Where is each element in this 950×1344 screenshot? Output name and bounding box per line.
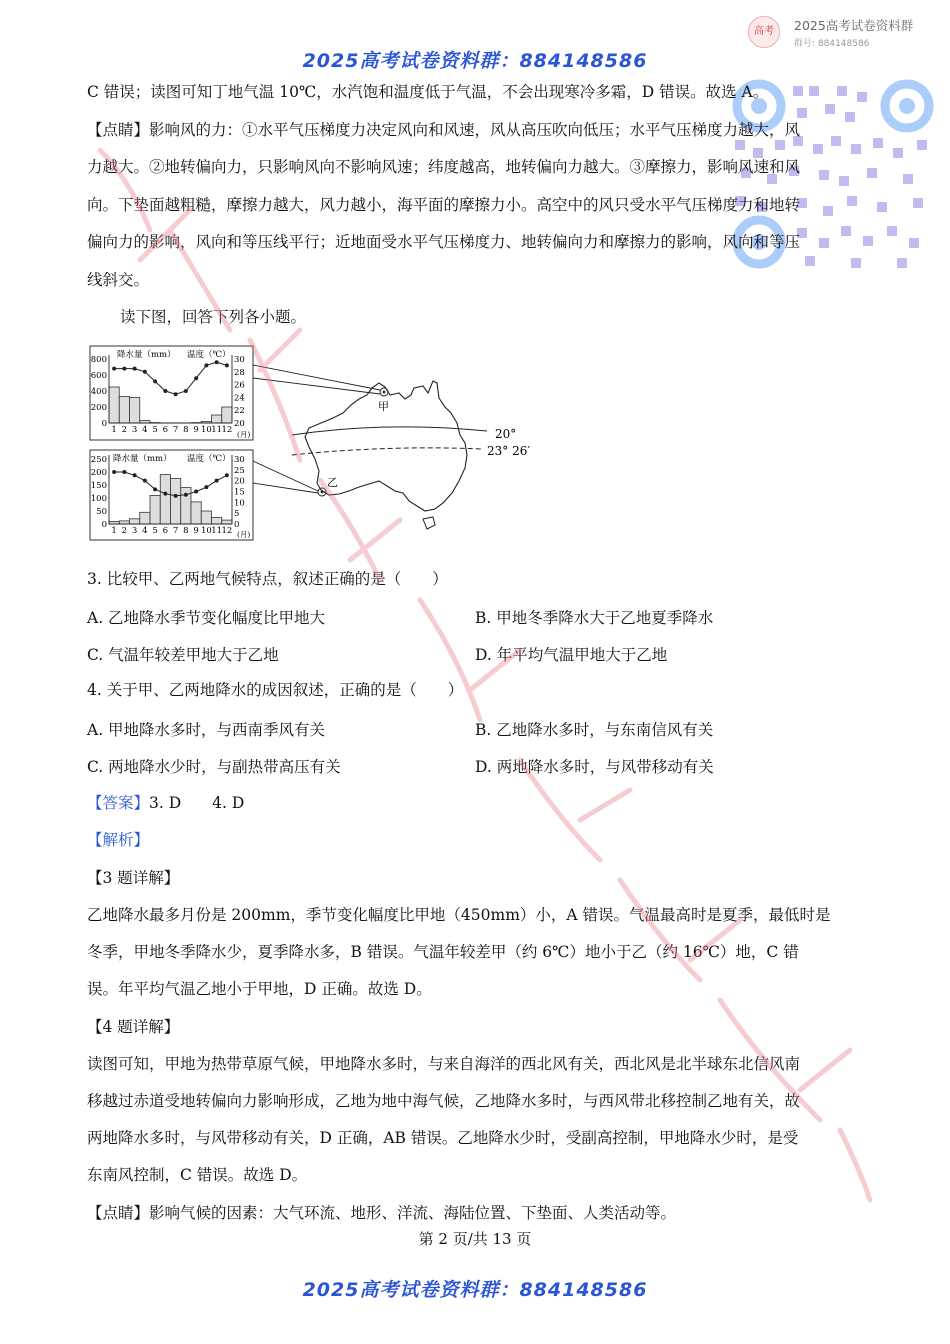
c2-prec-bar [150, 495, 160, 524]
c2-prec-bar [130, 519, 140, 524]
climate-figure [87, 343, 557, 543]
c2-left-tick: 150 [90, 481, 107, 491]
c1-month-label: 10 [200, 425, 212, 435]
c2-right-tick: 25 [234, 465, 245, 476]
badge-logo-icon: 高考 [748, 16, 780, 48]
c2-right-tick: 30 [234, 455, 245, 465]
detail4-tag: 【4 题详解】 [87, 1018, 180, 1036]
c1-right-tick: 20 [234, 419, 245, 429]
tip-paragraph-line-3: 向。下垫面越粗糙，摩擦力越大，风力越小，海平面的摩擦力小。高空中的风只受水平气压梯度力和地转 [87, 196, 801, 214]
detail4-line-4: 东南风控制，C 错误。故选 D。 [87, 1166, 308, 1184]
c2-temp-point [215, 479, 219, 483]
c2-month-label: 9 [193, 526, 199, 536]
q4-option-d[interactable]: D. 两地降水多时，与风带移动有关 [475, 758, 714, 776]
c1-temp-point [163, 389, 167, 393]
q4-option-c[interactable]: C. 两地降水少时，与副热带高压有关 [87, 758, 341, 776]
c2-month-label: 3 [131, 526, 138, 536]
tasmania-outline [423, 517, 435, 529]
c1-month-label: 12 [221, 425, 233, 435]
c2-temp-point [204, 485, 208, 489]
c2-prec-bar [160, 475, 170, 524]
detail4-line-3: 两地降水多时，与风带移动有关，D 正确，AB 错误。乙地降水少时，受副高控制，甲地降水少时，是受 [87, 1129, 799, 1147]
c2-temp-point [153, 487, 157, 491]
c2-temp-point [174, 494, 178, 498]
answer-text: 3. D 4. D [149, 794, 245, 812]
chart1-prec-label: 降水量（mm） [117, 350, 176, 360]
c1-month-label: 5 [152, 425, 158, 435]
tip-paragraph-line-4: 偏向力的影响，风向和等压线平行；近地面受水平气压梯度力、地转偏向力和摩擦力的影响，风向和等压 [87, 233, 801, 251]
answer-tag: 【答案】 [87, 794, 150, 812]
c2-prec-bar [119, 521, 129, 524]
analysis-tag: 【解析】 [87, 831, 150, 849]
detail3-line-2: 冬季，甲地冬季降水少，夏季降水多，B 错误。气温年较差甲（约 6℃）地小于乙（约 16℃）地，C 错 [87, 943, 799, 961]
q4-stem: 4. 关于甲、乙两地降水的成因叙述，正确的是（ ） [87, 681, 464, 699]
q3-option-b[interactable]: B. 甲地冬季降水大于乙地夏季降水 [475, 609, 714, 627]
c1-month-label: 8 [183, 425, 189, 435]
c2-prec-bar [222, 520, 232, 524]
c1-month-label: 6 [162, 425, 169, 435]
c1-prec-bar [222, 407, 232, 423]
c1-prec-bar [109, 387, 119, 423]
detail3-line-3: 误。年平均气温乙地小于甲地，D 正确。故选 D。 [87, 980, 432, 998]
c2-month-label: 7 [172, 526, 179, 536]
c1-left-tick: 200 [90, 403, 107, 413]
c2-temp-point [143, 479, 147, 483]
latitude-20-label: 20° [495, 427, 517, 441]
detail3-line-1: 乙地降水最多月份是 200mm，季节变化幅度比甲地（450mm）小，A 错误。气温最高时是夏季，最低时是 [87, 906, 831, 924]
c2-temp-point [225, 473, 229, 477]
c1-month-label: 3 [131, 425, 138, 435]
c2-prec-bar [201, 511, 211, 524]
c1-month-label: 7 [172, 425, 179, 435]
c1-temp-point [194, 376, 198, 380]
c2-month-label: 10 [200, 526, 212, 536]
c1-temp-point [122, 367, 126, 371]
tip-paragraph-line-5: 线斜交。 [87, 271, 150, 289]
tip-tag: 【点睛】 [87, 121, 150, 139]
badge-title: 2025高考试卷资料群 [794, 18, 914, 33]
detail4-line-2: 移越过赤道受地转偏向力影响形成，乙地为地中海气候，乙地降水多时，与西风带北移控制乙地有关，故 [87, 1092, 801, 1110]
jia-label: 甲 [378, 400, 389, 413]
c1-prec-bar [119, 397, 129, 423]
c2-left-tick: 250 [90, 455, 107, 465]
c1-temp-point [112, 367, 116, 371]
c1-temp-point [153, 379, 157, 383]
c2-temp-point [163, 492, 167, 496]
c2-right-tick: 10 [234, 498, 245, 509]
tropic-line [292, 448, 482, 455]
chart2-month-unit: (月) [237, 530, 251, 539]
tropic-label: 23° 26′ [487, 444, 531, 458]
tip2-tag: 【点睛】 [87, 1204, 150, 1222]
c2-left-tick: 100 [90, 494, 107, 504]
c1-right-tick: 28 [234, 367, 245, 378]
c1-month-label: 9 [193, 425, 199, 435]
c2-month-label: 8 [183, 526, 189, 536]
text-line-1: C 错误；读图可知丁地气温 10℃，水汽饱和温度低于气温，不会出现寒冷多霜，D 错误。故选 A。 [87, 83, 769, 101]
group-badge [748, 14, 928, 50]
australia-map [253, 365, 530, 529]
c1-temp-point [143, 370, 147, 374]
q4-option-a[interactable]: A. 甲地降水多时，与西南季风有关 [87, 721, 326, 739]
q3-option-a[interactable]: A. 乙地降水季节变化幅度比甲地大 [87, 609, 326, 627]
c1-month-label: 4 [142, 425, 148, 435]
c1-temp-point [184, 389, 188, 393]
c1-prec-bar [130, 397, 140, 423]
detail4-line-1: 读图可知，甲地为热带草原气候，甲地降水多时，与来自海洋的西北风有关，西北风是北半球东北信风南 [87, 1055, 801, 1073]
page-number: 第 2 页/共 13 页 [418, 1230, 532, 1248]
c2-prec-bar [171, 479, 181, 525]
banner-bottom: 2025高考试卷资料群：884148586 [302, 1279, 648, 1301]
c1-temp-point [215, 360, 219, 364]
c1-month-label: 11 [211, 425, 223, 435]
chart2-temp-label: 温度（℃） [187, 454, 231, 464]
intro-text: 读下图，回答下列各小题。 [120, 308, 307, 326]
c2-month-label: 2 [121, 526, 128, 536]
c1-temp-point [225, 363, 229, 367]
c2-prec-bar [140, 512, 150, 524]
c2-prec-bar [191, 502, 201, 524]
tip-paragraph-line-2: 力越大。②地转偏向力，只影响风向不影响风速；纬度越高，地转偏向力越大。③摩擦力，影响风速和风 [87, 158, 801, 176]
c1-right-tick: 30 [234, 355, 245, 365]
q4-option-b[interactable]: B. 乙地降水多时，与东南信风有关 [475, 721, 714, 739]
c1-right-tick: 24 [234, 393, 245, 404]
tip-paragraph-line-1 [87, 120, 800, 140]
q3-option-c[interactable]: C. 气温年较差甲地大于乙地 [87, 646, 279, 664]
badge-group-number: 群号: 884148586 [794, 39, 870, 49]
c2-month-label: 4 [142, 526, 148, 536]
chart2-prec-label: 降水量（mm） [113, 454, 172, 464]
c1-month-label: 2 [121, 425, 128, 435]
c2-temp-point [112, 470, 116, 474]
c2-left-tick: 50 [96, 507, 107, 517]
c2-month-label: 1 [111, 526, 117, 536]
chart1-month-unit: (月) [237, 430, 251, 439]
c1-right-tick: 22 [234, 406, 245, 417]
c2-temp-point [122, 470, 126, 474]
c2-prec-bar [212, 518, 222, 525]
c1-prec-bar [212, 415, 222, 423]
c1-month-label: 1 [111, 425, 117, 435]
c2-month-label: 12 [221, 526, 233, 536]
c1-temp-line [114, 362, 227, 394]
c2-left-tick: 0 [101, 520, 107, 530]
c2-right-tick: 20 [234, 476, 245, 487]
q3-option-d[interactable]: D. 年平均气温甲地大于乙地 [475, 646, 668, 664]
c1-left-tick: 800 [90, 355, 107, 365]
detail3-tag: 【3 题详解】 [87, 869, 180, 887]
c2-month-label: 6 [162, 526, 169, 536]
c2-right-tick: 5 [234, 509, 240, 520]
c2-temp-point [133, 473, 137, 477]
c1-temp-point [204, 363, 208, 367]
c2-right-tick: 15 [234, 487, 245, 498]
c2-left-tick: 200 [90, 468, 107, 478]
climate-chart-yi [90, 450, 253, 540]
c2-right-tick: 0 [234, 520, 240, 530]
c1-temp-point [133, 367, 137, 371]
q3-stem: 3. 比较甲、乙两地气候特点，叙述正确的是（ ） [87, 570, 448, 588]
chart1-temp-label: 温度（℃） [187, 350, 231, 360]
c2-temp-point [194, 490, 198, 494]
tip2-line [87, 1203, 676, 1223]
tip2-text: 影响气候的因素：大气环流、地形、洋流、海陆位置、下垫面、人类活动等。 [149, 1204, 677, 1222]
yi-label: 乙 [327, 476, 338, 489]
tip-text-1: 影响风的力：①水平气压梯度力决定风向和风速，风从高压吹向低压；水平气压梯度力越大，风 [149, 121, 801, 139]
climate-chart-jia [90, 346, 253, 440]
c2-temp-point [184, 493, 188, 497]
c1-right-tick: 26 [234, 380, 245, 391]
c2-month-label: 5 [152, 526, 158, 536]
c1-left-tick: 400 [90, 387, 107, 397]
c1-left-tick: 0 [101, 419, 107, 429]
c2-month-label: 11 [211, 526, 223, 536]
answer-line [87, 793, 244, 813]
c1-left-tick: 600 [90, 371, 107, 381]
banner-top: 2025高考试卷资料群：884148586 [302, 50, 648, 72]
c1-temp-point [174, 392, 178, 396]
